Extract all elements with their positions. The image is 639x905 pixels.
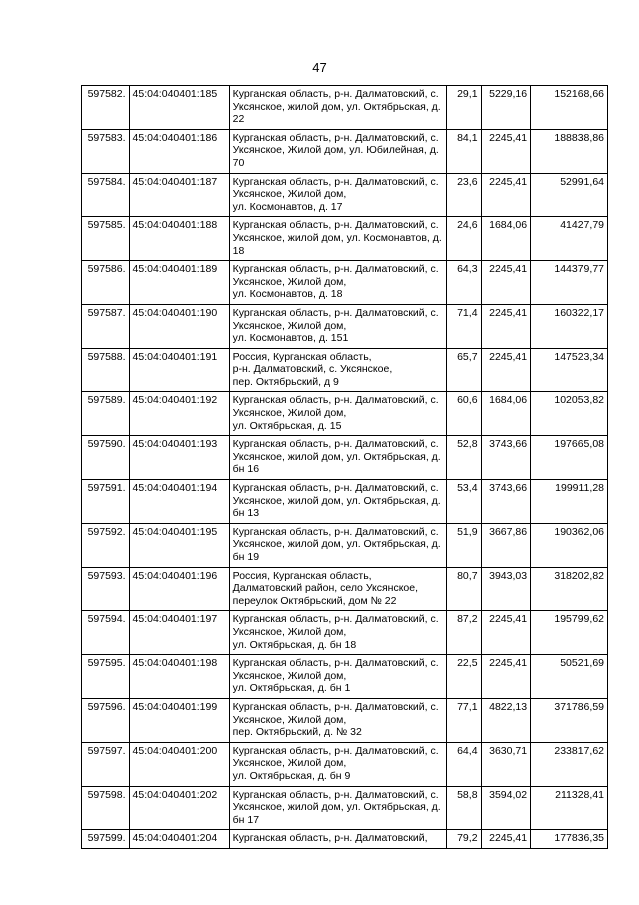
area-cell: 80,7 <box>447 567 481 611</box>
record-number-cell: 597591. <box>82 480 130 524</box>
record-number-cell: 597585. <box>82 217 130 261</box>
record-number-cell: 597590. <box>82 436 130 480</box>
cadastral-number-cell: 45:04:040401:193 <box>129 436 229 480</box>
cadastral-number-cell: 45:04:040401:196 <box>129 567 229 611</box>
area-cell: 77,1 <box>447 698 481 742</box>
unit-value-cell: 3743,66 <box>481 480 531 524</box>
address-cell: Курганская область, р-н. Далматовский, с. Уксянское, Жилой дом, ул. Октябрьская, д. бн 9 <box>229 742 446 786</box>
cadastral-number-cell: 45:04:040401:192 <box>129 392 229 436</box>
cadastral-number-cell: 45:04:040401:190 <box>129 304 229 348</box>
address-cell: Курганская область, р-н. Далматовский, с. Уксянское, Жилой дом, ул. Космонавтов, д. 151 <box>229 304 446 348</box>
unit-value-cell: 2245,41 <box>481 129 531 173</box>
unit-value-cell: 2245,41 <box>481 348 531 392</box>
record-number-cell: 597597. <box>82 742 130 786</box>
address-cell: Курганская область, р-н. Далматовский, с. Уксянское, Жилой дом, ул. Октябрьская, д. бн 1 <box>229 655 446 699</box>
unit-value-cell: 4822,13 <box>481 698 531 742</box>
unit-value-cell: 2245,41 <box>481 830 531 849</box>
address-cell: Курганская область, р-н. Далматовский, с. Уксянское, Жилой дом, ул. Октябрьская, д. бн 18 <box>229 611 446 655</box>
cadastral-number-cell: 45:04:040401:191 <box>129 348 229 392</box>
table-row <box>82 217 608 261</box>
cadastral-number-cell: 45:04:040401:202 <box>129 786 229 830</box>
unit-value-cell: 2245,41 <box>481 655 531 699</box>
area-cell: 64,3 <box>447 261 481 305</box>
cadastral-value-cell: 233817,62 <box>531 742 608 786</box>
cadastral-value-cell: 188838,86 <box>531 129 608 173</box>
unit-value-cell: 3630,71 <box>481 742 531 786</box>
address-cell: Курганская область, р-н. Далматовский, с. Уксянское, жилой дом, ул. Октябрьская, д. бн 17 <box>229 786 446 830</box>
address-cell: Россия, Курганская область, р-н. Далматовский, с. Уксянское, пер. Октябрьский, д 9 <box>229 348 446 392</box>
address-cell: Курганская область, р-н. Далматовский, с. Уксянское, Жилой дом, ул. Октябрьская, д. 15 <box>229 392 446 436</box>
record-number-cell: 597582. <box>82 86 130 130</box>
area-cell: 60,6 <box>447 392 481 436</box>
record-number-cell: 597599. <box>82 830 130 849</box>
table-row <box>82 86 608 130</box>
area-cell: 84,1 <box>447 129 481 173</box>
cadastral-value-cell: 318202,82 <box>531 567 608 611</box>
table-row <box>82 786 608 830</box>
cadastral-value-cell: 144379,77 <box>531 261 608 305</box>
address-cell: Курганская область, р-н. Далматовский, с. Уксянское, жилой дом, ул. Октябрьская, д. бн 13 <box>229 480 446 524</box>
cadastral-number-cell: 45:04:040401:199 <box>129 698 229 742</box>
record-number-cell: 597583. <box>82 129 130 173</box>
table-row <box>82 304 608 348</box>
cadastral-number-cell: 45:04:040401:204 <box>129 830 229 849</box>
registry-body <box>82 86 608 849</box>
address-cell: Курганская область, р-н. Далматовский, с. Уксянское, жилой дом, ул. Космонавтов, д. 18 <box>229 217 446 261</box>
area-cell: 24,6 <box>447 217 481 261</box>
area-cell: 52,8 <box>447 436 481 480</box>
cadastral-number-cell: 45:04:040401:189 <box>129 261 229 305</box>
table-row <box>82 830 608 849</box>
address-cell: Курганская область, р-н. Далматовский, <box>229 830 446 849</box>
table-row <box>82 655 608 699</box>
address-cell: Курганская область, р-н. Далматовский, с. Уксянское, Жилой дом, ул. Космонавтов, д. 18 <box>229 261 446 305</box>
cadastral-number-cell: 45:04:040401:185 <box>129 86 229 130</box>
cadastral-value-cell: 371786,59 <box>531 698 608 742</box>
address-cell: Курганская область, р-н. Далматовский, с. Уксянское, Жилой дом, пер. Октябрьский, д. № 32 <box>229 698 446 742</box>
record-number-cell: 597588. <box>82 348 130 392</box>
table-row <box>82 567 608 611</box>
table-row <box>82 261 608 305</box>
unit-value-cell: 3943,03 <box>481 567 531 611</box>
address-cell: Курганская область, р-н. Далматовский, с. Уксянское, жилой дом, ул. Октябрьская, д. бн 16 <box>229 436 446 480</box>
record-number-cell: 597598. <box>82 786 130 830</box>
cadastral-value-cell: 52991,64 <box>531 173 608 217</box>
record-number-cell: 597595. <box>82 655 130 699</box>
table-row <box>82 742 608 786</box>
area-cell: 29,1 <box>447 86 481 130</box>
table-row <box>82 523 608 567</box>
cadastral-value-cell: 199911,28 <box>531 480 608 524</box>
cadastral-value-cell: 152168,66 <box>531 86 608 130</box>
table-row <box>82 436 608 480</box>
cadastral-number-cell: 45:04:040401:198 <box>129 655 229 699</box>
unit-value-cell: 2245,41 <box>481 173 531 217</box>
address-cell: Курганская область, р-н. Далматовский, с. Уксянское, жилой дом, ул. Октябрьская, д. бн 19 <box>229 523 446 567</box>
cadastral-number-cell: 45:04:040401:195 <box>129 523 229 567</box>
cadastral-number-cell: 45:04:040401:187 <box>129 173 229 217</box>
cadastral-value-cell: 50521,69 <box>531 655 608 699</box>
address-cell: Курганская область, р-н. Далматовский, с. Уксянское, Жилой дом, ул. Юбилейная, д. 70 <box>229 129 446 173</box>
area-cell: 87,2 <box>447 611 481 655</box>
cadastral-value-cell: 197665,08 <box>531 436 608 480</box>
unit-value-cell: 3594,02 <box>481 786 531 830</box>
unit-value-cell: 2245,41 <box>481 611 531 655</box>
record-number-cell: 597596. <box>82 698 130 742</box>
record-number-cell: 597584. <box>82 173 130 217</box>
area-cell: 51,9 <box>447 523 481 567</box>
cadastral-number-cell: 45:04:040401:197 <box>129 611 229 655</box>
area-cell: 71,4 <box>447 304 481 348</box>
unit-value-cell: 3743,66 <box>481 436 531 480</box>
cadastral-value-cell: 41427,79 <box>531 217 608 261</box>
address-cell: Россия, Курганская область, Далматовский район, село Уксянское, переулок Октябрьский, дом № 22 <box>229 567 446 611</box>
address-cell: Курганская область, р-н. Далматовский, с. Уксянское, жилой дом, ул. Октябрьская, д. 22 <box>229 86 446 130</box>
record-number-cell: 597587. <box>82 304 130 348</box>
area-cell: 64,4 <box>447 742 481 786</box>
cadastral-value-cell: 195799,62 <box>531 611 608 655</box>
unit-value-cell: 1684,06 <box>481 392 531 436</box>
area-cell: 65,7 <box>447 348 481 392</box>
unit-value-cell: 3667,86 <box>481 523 531 567</box>
cadastral-value-cell: 147523,34 <box>531 348 608 392</box>
record-number-cell: 597593. <box>82 567 130 611</box>
cadastral-value-cell: 160322,17 <box>531 304 608 348</box>
cadastral-number-cell: 45:04:040401:194 <box>129 480 229 524</box>
cadastral-value-cell: 211328,41 <box>531 786 608 830</box>
unit-value-cell: 2245,41 <box>481 261 531 305</box>
cadastral-number-cell: 45:04:040401:200 <box>129 742 229 786</box>
record-number-cell: 597586. <box>82 261 130 305</box>
area-cell: 53,4 <box>447 480 481 524</box>
table-row <box>82 392 608 436</box>
cadastral-value-cell: 102053,82 <box>531 392 608 436</box>
cadastral-value-cell: 190362,06 <box>531 523 608 567</box>
cadastral-number-cell: 45:04:040401:186 <box>129 129 229 173</box>
area-cell: 23,6 <box>447 173 481 217</box>
record-number-cell: 597589. <box>82 392 130 436</box>
cadastral-number-cell: 45:04:040401:188 <box>129 217 229 261</box>
record-number-cell: 597592. <box>82 523 130 567</box>
record-number-cell: 597594. <box>82 611 130 655</box>
page-number: 47 <box>312 60 327 75</box>
area-cell: 58,8 <box>447 786 481 830</box>
table-row <box>82 348 608 392</box>
area-cell: 22,5 <box>447 655 481 699</box>
unit-value-cell: 2245,41 <box>481 304 531 348</box>
table-row <box>82 173 608 217</box>
unit-value-cell: 5229,16 <box>481 86 531 130</box>
property-registry-table <box>81 85 608 849</box>
table-row <box>82 698 608 742</box>
address-cell: Курганская область, р-н. Далматовский, с. Уксянское, Жилой дом, ул. Космонавтов, д. 17 <box>229 173 446 217</box>
unit-value-cell: 1684,06 <box>481 217 531 261</box>
table-row <box>82 480 608 524</box>
table-row <box>82 129 608 173</box>
cadastral-value-cell: 177836,35 <box>531 830 608 849</box>
table-row <box>82 611 608 655</box>
area-cell: 79,2 <box>447 830 481 849</box>
